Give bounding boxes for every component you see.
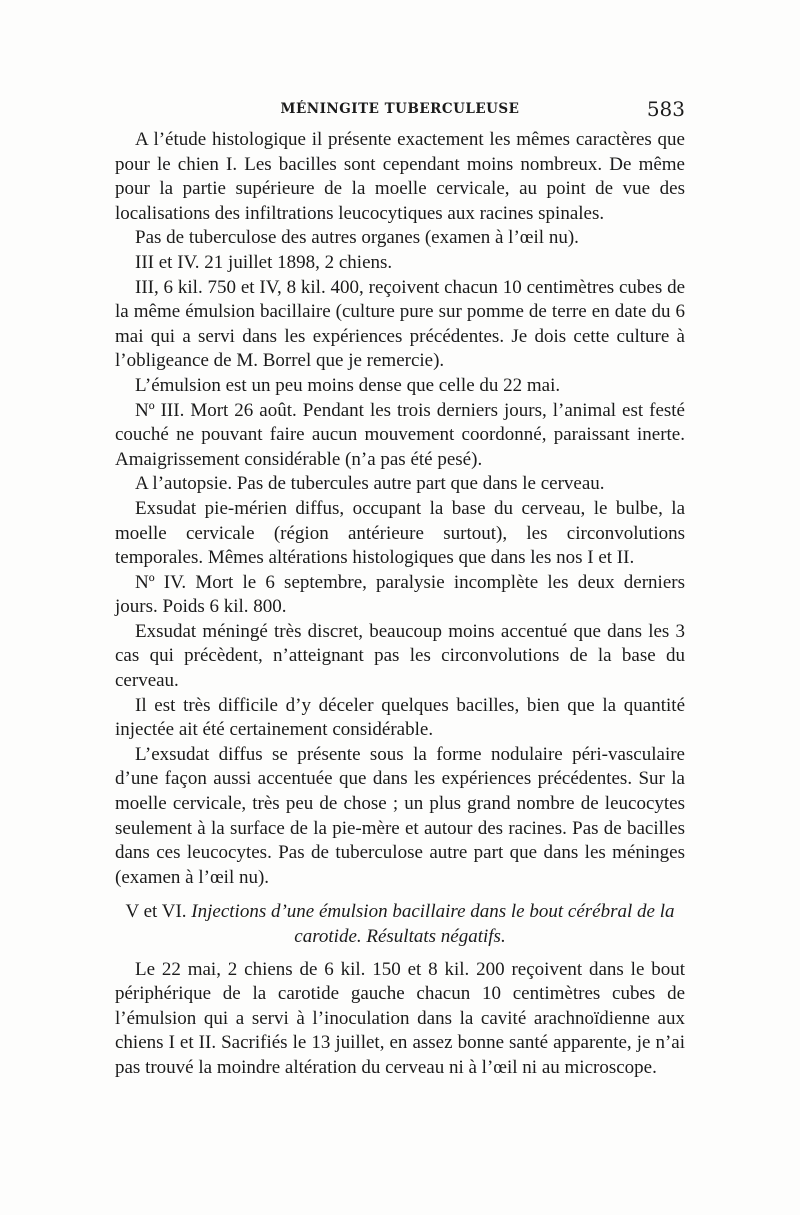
paragraph: Exsudat méningé très discret, beaucoup moins accentué que dans les 3 cas qui précèdent, n’atteignant pas les circonvolutions de la base du cerveau.: [115, 620, 685, 692]
body-text: [115, 128, 685, 1081]
paragraph: Nº IV. Mort le 6 septembre, paralysie incomplète les deux derniers jours. Poids 6 kil. 800.: [115, 571, 685, 618]
paragraph: L’exsudat diffus se présente sous la forme nodulaire péri-vasculaire d’une façon aussi accentuée que dans les expériences précédentes. Sur la moelle cervicale, très peu de chose ; un plus grand nombre de leucocytes seulement à la surface de la pie-mère et autour des racines. Pas de bacilles dans ces leucocytes. Pas de tuberculose autre part que dans les méninges (examen à l’œil nu).: [115, 743, 685, 888]
paragraph: Il est très difficile d’y déceler quelques bacilles, bien que la quantité injectée ait été certainement considérable.: [115, 694, 685, 741]
section-number: V et VI.: [125, 901, 187, 923]
page-number: 583: [646, 97, 685, 121]
paragraph: Nº III. Mort 26 août. Pendant les trois derniers jours, l’animal est festé couché ne pouvant faire aucun mouvement coordonné, paraissant inerte. Amaigrissement considérable (n’a pas été pesé).: [115, 399, 685, 470]
paragraph: Exsudat pie-mérien diffus, occupant la base du cerveau, le bulbe, la moelle cervicale (région antérieure surtout), les circonvolutions temporales. Mêmes altérations histologiques que dans les nos I et II.: [115, 497, 685, 569]
running-title: MÉNINGITE TUBERCULEUSE: [280, 101, 520, 117]
spacer: [115, 950, 685, 958]
page-header: [115, 99, 685, 123]
paragraph: L’émulsion est un peu moins dense que celle du 22 mai.: [135, 374, 561, 396]
section-heading: [115, 900, 685, 949]
paragraph: A l’étude histologique il présente exactement les mêmes caractères que pour le chien I. Les bacilles sont cependant moins nombreux. De même pour la partie supérieure de la moelle cervicale, au point de vue des localisations des infiltrations leucocytiques aux racines spinales.: [115, 129, 685, 224]
section-title: Injections d’une émulsion bacillaire dans le bout cérébral de la carotide. Résultats négatifs.: [191, 901, 675, 947]
paragraph: III et IV. 21 juillet 1898, 2 chiens.: [135, 251, 393, 273]
paragraph: III, 6 kil. 750 et IV, 8 kil. 400, reçoivent chacun 10 centimètres cubes de la même émulsion bacillaire (culture pure sur pomme de terre en date du 6 mai qui a servi dans les expériences précédentes. Je dois cette culture à l’obligeance de M. Borrel que je remercie).: [115, 276, 685, 372]
paragraph: Le 22 mai, 2 chiens de 6 kil. 150 et 8 kil. 200 reçoivent dans le bout périphérique de la carotide gauche chacun 10 centimètres cubes de l’émulsion qui a servi à l’inoculation dans la cavité arachnoïdienne aux chiens I et II. Sacrifiés le 13 juillet, en assez bonne santé apparente, je n’ai pas trouvé la moindre altération du cerveau ni à l’œil ni au microscope.: [115, 958, 685, 1078]
paragraph: A l’autopsie. Pas de tubercules autre part que dans le cerveau.: [135, 473, 605, 495]
paragraph: Pas de tuberculose des autres organes (examen à l’œil nu).: [135, 227, 579, 249]
